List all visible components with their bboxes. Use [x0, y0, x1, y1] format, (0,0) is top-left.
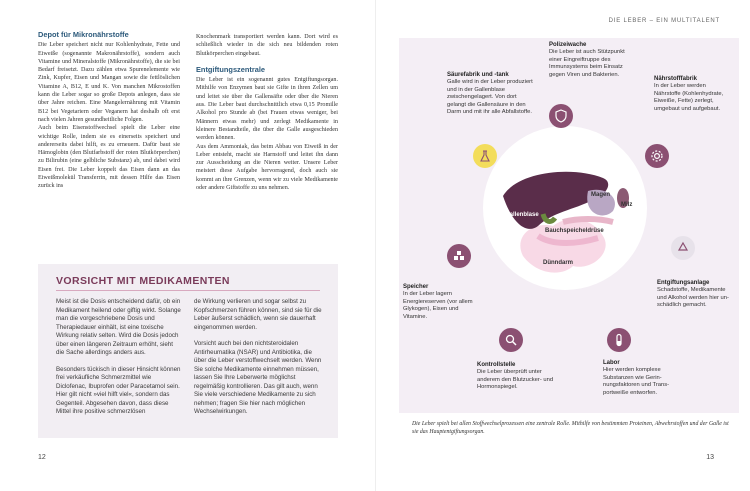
- section-heading: Entgiftungszentrale: [196, 64, 265, 74]
- label-text: Schadstoffe, Medikamente und Alkohol werden hier unschädlich gemacht.: [657, 287, 729, 309]
- paragraph: Meist ist die Dosis entscheidend dafür, ob ein Medikament heilend oder giftig wirkt. Solange man die vorgeschriebene Dosis und Therapiedauer einhält, ist eine toxische Wirkung relativ selten. Wird die Dosis jedoch über einen längeren Zeitraum erhöht, sieht die Sache allerdings anders aus.: [56, 298, 181, 356]
- label-title: Säurefabrik und -tank: [447, 72, 509, 78]
- test-tube-icon: [607, 328, 631, 352]
- info-box: [38, 264, 338, 438]
- organ-label-stomach: Magen: [591, 192, 611, 198]
- paragraph: Aus dem Ammoniak, das beim Abbau von Eiweiß in der Leber entsteht, macht sie Harnstoff und leitet ihn dann zur Ausscheidung an die Nieren weiter. Unsere Leber meistert diese Aufgabe hervorragend, doch auch sie kommt an ihre Grenzen, wenn wir zu viele Medikamente oder andere Giftstoffe zu uns nehmen.: [196, 143, 338, 192]
- pancreas-shape: [563, 219, 613, 222]
- label-speicher: [403, 284, 481, 321]
- label-labor: [603, 360, 689, 397]
- figure-caption: Die Leber spielt bei allen Stoffwechselprozessen eine zentrale Rolle. Mithilfe von bestimmten Proteinen, Abwehrstoffen und der Galle ist sie das Hauptentgiftungsorgan.: [412, 421, 729, 435]
- divider: [56, 290, 320, 291]
- label-kontrollstelle: [477, 362, 559, 392]
- label-title: Speicher: [403, 284, 429, 290]
- box-column-1: [56, 298, 182, 417]
- organ-label-gallbladder: Gallenblase: [505, 212, 539, 218]
- label-title: Labor: [603, 360, 620, 366]
- shield-icon: [549, 104, 573, 128]
- section-heading: Depot für Mikronährstoffe: [38, 30, 129, 39]
- label-text: Hier werden komplexe Substanzen wie Gerinnungsfaktoren und Transportweiße entworfen.: [603, 367, 670, 396]
- text-column-1: [38, 31, 180, 191]
- label-text: Galle wird in der Leber produziert und in der Gallenblase zwischengelagert. Von dort gelangt die Gallensäure in den Darm und mit ihr alle Abfallstoffe.: [447, 79, 533, 116]
- organ-label-pancreas: Bauchspeicheldrüse: [545, 228, 604, 234]
- flask-icon: [473, 144, 497, 168]
- label-text: In der Leber werden Nährstoffe (Kohlenhydrate, Eiweiße, Fette) zerlegt, umgebaut und aufgebaut.: [654, 83, 724, 112]
- label-saeurefabrik: [447, 72, 537, 116]
- organ-circle: [483, 126, 647, 290]
- paragraph: Auch beim Eisenstoffwechsel spielt die Leber eine wichtige Rolle, indem sie es einerseits speichert und andererseits dabei hilft, es zu erneuern. Dafür baut sie Hämoglobin (den Blutfarbstoff der roten Blutkörperchen) zu Bilirubin (eine gelbliche Substanz) ab, und dabei wird Eisen frei. Die Leber koppelt das Eisen dann an das Eiweißmolekül Transferrin, mit dessen Hilfe das Eisen zurück ins: [38, 125, 180, 190]
- organ-label-spleen: Milz: [621, 202, 633, 208]
- box-title: VORSICHT MIT MEDIKAMENTEN: [56, 275, 230, 287]
- label-title: Kontrollstelle: [477, 362, 516, 368]
- label-title: Nährstofffabrik: [654, 76, 698, 82]
- page-number: 13: [706, 454, 714, 461]
- label-polizeiwache: [549, 42, 639, 79]
- paragraph: Vorsicht auch bei den nichtsteroidalen Antirheumatika (NSAR) und Antibiotika, die über die Leber verstoffwechselt werden. Wenn Sie solche Medikamente einnehmen müssen, lassen Sie Ihre Leberwerte möglichst regelmäßig kontrollieren. Das gilt auch, wenn Sie viele verschiedene Medikamente zu sich nehmen; fragen Sie hier nach möglichen Wechselwirkungen.: [194, 340, 322, 415]
- gear-icon: [645, 144, 669, 168]
- page-number: 12: [38, 454, 46, 461]
- label-entgiftungsanlage: [657, 280, 735, 310]
- label-text: Die Leber überprüft unter anderem den Blutzucker- und Hormonspiegel.: [477, 369, 554, 391]
- magnifier-icon: [499, 328, 523, 352]
- boxes-icon: [447, 244, 471, 268]
- label-title: Polizeiwache: [549, 42, 587, 48]
- text-column-2: [196, 33, 338, 192]
- box-column-2: [194, 298, 322, 417]
- paragraph: Die Leber speichert nicht nur Kohlenhydrate, Fette und Eiweiße (sogenannte Makronährstoffe), sondern auch Vitamine und Mineralstoffe (Mikronährstoffe), die sie bei Bedarf freisetzt. Dazu zählen etwa Spurenelemente wie Zink, Kupfer, Eisen und Mangan sowie die fettlöslichen Vitamine A, B12, E und K. Von manchen Mikrostoffen kann die Leber sogar so große Depots anlegen, dass sie über Jahre reichen. Eine Mangelernährung mit Vitamin B12 bei Vegetariern oder Veganern hat deshalb oft erst nach vielen Jahren gesundheitliche Folgen.: [38, 42, 180, 123]
- label-naehrstofffabrik: [654, 76, 732, 113]
- running-head: DIE LEBER – EIN MULTITALENT: [608, 18, 720, 24]
- paragraph: Knochenmark transportiert werden kann. Dort wird es schließlich wieder in die sich neu bildenden roten Blutkörperchen eingebaut.: [196, 34, 338, 57]
- organ-label-small-intestine: Dünndarm: [543, 260, 573, 266]
- label-text: Die Leber ist auch Stützpunkt einer Eingreiftruppe des Immunsystems beim Einsatz gegen Viren und Bakterien.: [549, 49, 625, 78]
- illustration-panel: [399, 38, 739, 413]
- organ-label-liver: Leber: [511, 174, 528, 180]
- right-page: [375, 0, 750, 491]
- paragraph: Besonders tückisch in dieser Hinsicht können frei verkäufliche Schmerzmittel wie Diclofenac, Ibuprofen oder Paracetamol sein. Hier gilt nicht »viel hilft viel«, sondern das Gegenteil. Abgesehen davon, dass diese Mittel ihre positive schmerzlösen: [56, 365, 181, 415]
- recycle-icon: [671, 236, 695, 260]
- paragraph: de Wirkung verlieren und sogar selbst zu Kopfschmerzen führen können, sind sie für die Leber äußerst schädlich, wenn sie dauerhaft eingenommen werden.: [194, 298, 322, 331]
- label-title: Entgiftungsanlage: [657, 280, 710, 286]
- label-text: In der Leber lagern Energiereserven (vor allem Glykogen), Eisen und Vitamine.: [403, 291, 473, 320]
- paragraph: Die Leber ist ein sogenannt gutes Entgiftungsorgan. Mithilfe von Enzymen baut sie Gifte in ihren Zellen um und leitet sie über die Gallensäfte oder über die Nieren aus. Die Leber baut durchschnittlich etwa 0,15 Promille Alkohol pro Stunde ab (bei Frauen etwas weniger, bei Männern etwas mehr) und zerlegt Medikamente in kleinere Bestandteile, die über die Galle ausgeschieden werden können.: [196, 77, 338, 142]
